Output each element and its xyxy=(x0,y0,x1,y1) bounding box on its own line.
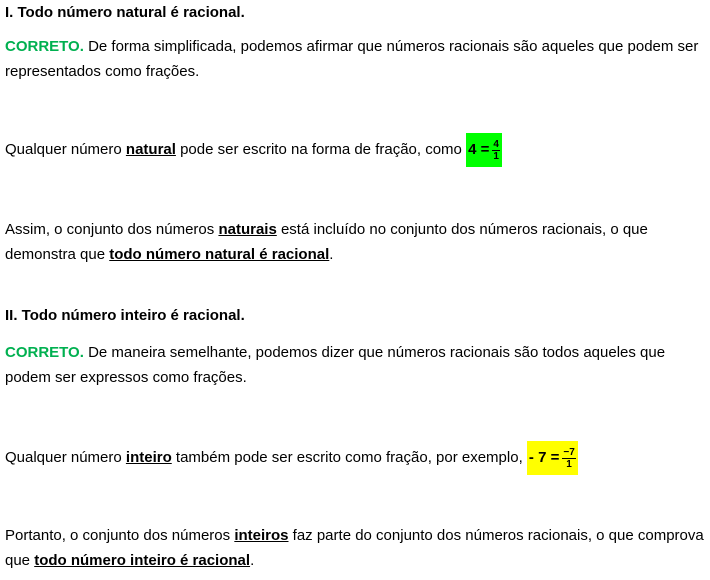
item1-p3-a: Assim, o conjunto dos números xyxy=(5,221,219,238)
keyword-naturais: naturais xyxy=(218,221,277,238)
item1-paragraph-1 xyxy=(5,34,705,84)
correct-label: CORRETO. xyxy=(5,38,84,55)
item1-paragraph-3 xyxy=(5,217,705,267)
keyword-natural: natural xyxy=(125,141,176,158)
item2-p3-c: faz parte do conjunto dos números racionais, o que comprova que xyxy=(5,527,704,569)
item2-p1-text: De maneira semelhante, podemos dizer que números racionais são todos aqueles que podem ser expressos como frações. xyxy=(5,344,666,386)
item2-paragraph-1 xyxy=(5,340,705,390)
fraction-denominator: 1 xyxy=(493,150,499,162)
item1-p3-c: está incluído no conjunto dos números racionais, o que demonstra que xyxy=(5,221,648,263)
item1-p1-text: De forma simplificada, podemos afirmar que números racionais são aqueles que podem ser representados como frações. xyxy=(5,38,699,80)
item2-p3-e: . xyxy=(250,552,255,569)
fraction xyxy=(562,447,575,470)
item1-heading: I. Todo número natural é racional. xyxy=(5,4,245,21)
expression-prefix: 4 = xyxy=(468,141,490,159)
fraction-numerator: 4 xyxy=(493,138,499,150)
keyword-inteiro: inteiro xyxy=(125,449,172,466)
fraction-numerator: −7 xyxy=(563,446,575,458)
expression-highlight-green xyxy=(466,133,502,167)
item1-p3-e: . xyxy=(329,246,334,263)
item2-p2-a: Qualquer número xyxy=(5,449,126,466)
item1-paragraph-2 xyxy=(5,133,705,167)
keyword-inteiros: inteiros xyxy=(234,527,289,544)
item2-p2-c: também pode ser escrito como fração, por exemplo, xyxy=(171,449,527,466)
fraction xyxy=(492,139,500,162)
expression-prefix: - 7 = xyxy=(528,449,560,467)
conclusion-inteiro: todo número inteiro é racional xyxy=(34,552,251,569)
item2-paragraph-2 xyxy=(5,441,705,475)
item2-heading: II. Todo número inteiro é racional. xyxy=(5,307,245,324)
item1-p2-c: pode ser escrito na forma de fração, como xyxy=(175,141,467,158)
fraction-denominator: 1 xyxy=(566,458,572,470)
item2-p3-a: Portanto, o conjunto dos números xyxy=(5,527,235,544)
item2-paragraph-3 xyxy=(5,523,705,573)
item1-p2-a: Qualquer número xyxy=(5,141,126,158)
conclusion-natural: todo número natural é racional xyxy=(109,246,330,263)
correct-label: CORRETO. xyxy=(5,344,84,361)
expression-highlight-yellow xyxy=(527,441,578,475)
